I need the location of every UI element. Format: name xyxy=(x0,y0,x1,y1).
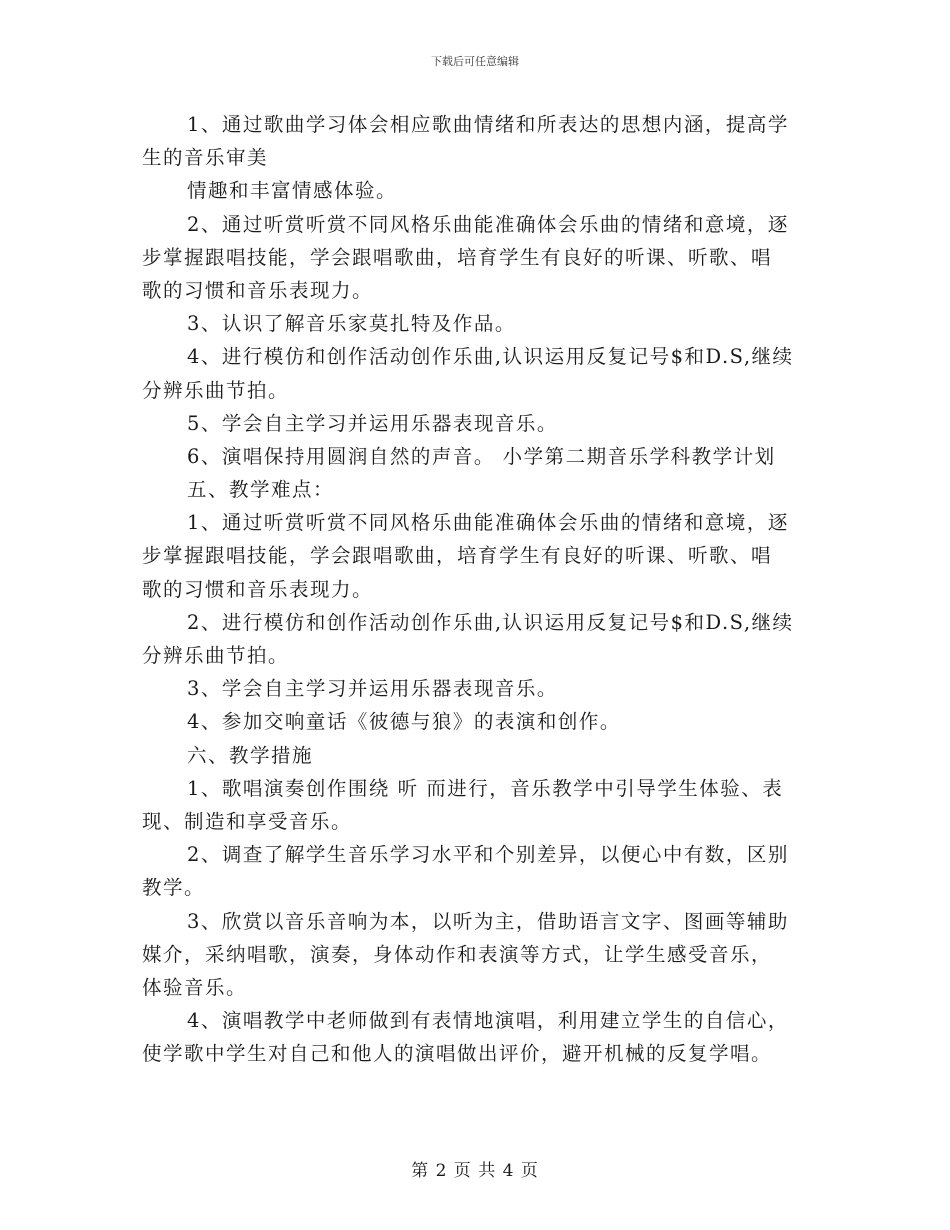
text-line: 现、制造和享受音乐。 xyxy=(142,809,353,833)
text-line: 五、教学难点： xyxy=(187,478,335,502)
document-body xyxy=(142,108,812,1070)
text-line: 教学。 xyxy=(142,876,206,900)
text-line: 六、教学措施 xyxy=(187,743,314,767)
text-line: 歌的习惯和音乐表现力。 xyxy=(142,577,374,601)
text-line: 步掌握跟唱技能，学会跟唱歌曲，培育学生有良好的听课、听歌、唱 xyxy=(142,245,773,269)
page-header: 下载后可任意编辑 xyxy=(431,55,519,68)
text-line: 4、参加交响童话《彼德与狼》的表演和创作。 xyxy=(187,710,621,734)
text-line: 2、通过听赏听赏不同风格乐曲能准确体会乐曲的情绪和意境，逐 xyxy=(187,212,789,236)
text-line: 体验音乐。 xyxy=(142,975,248,999)
text-line: 4、演唱教学中老师做到有表情地演唱，利用建立学生的自信心， xyxy=(187,1009,789,1033)
text-line: 2、调查了解学生音乐学习水平和个别差异，以便心中有数，区别 xyxy=(187,843,789,867)
text-line: 使学歌中学生对自己和他人的演唱做出评价，避开机械的反复学唱。 xyxy=(142,1042,773,1066)
text-line: 3、欣赏以音乐音响为本，以听为主，借助语言文字、图画等辅助 xyxy=(187,909,789,933)
text-line: 2、进行模仿和创作活动创作乐曲,认识运用反复记号$和D.S,继续 xyxy=(187,610,794,634)
text-line: 3、学会自主学习并运用乐器表现音乐。 xyxy=(187,677,558,701)
text-line: 分辨乐曲节拍。 xyxy=(142,378,290,402)
text-line: 媒介，采纳唱歌，演奏，身体动作和表演等方式，让学生感受音乐， xyxy=(142,942,773,966)
text-line: 1、歌唱演奏创作围绕 听 而进行，音乐教学中引导学生体验、表 xyxy=(187,776,784,800)
text-line: 1、通过听赏听赏不同风格乐曲能准确体会乐曲的情绪和意境，逐 xyxy=(187,511,789,535)
text-line: 生的音乐审美 xyxy=(142,146,269,170)
page-footer: 第 2 页 共 4 页 xyxy=(411,1161,539,1181)
text-line: 分辨乐曲节拍。 xyxy=(142,644,290,667)
text-line: 3、认识了解音乐家莫扎特及作品。 xyxy=(187,312,516,336)
text-line: 4、进行模仿和创作活动创作乐曲,认识运用反复记号$和D.S,继续 xyxy=(187,345,794,369)
text-line: 歌的习惯和音乐表现力。 xyxy=(142,278,374,302)
text-line: 1、通过歌曲学习体会相应歌曲情绪和所表达的思想内涵，提高学 xyxy=(187,113,789,136)
text-line: 步掌握跟唱技能，学会跟唱歌曲，培育学生有良好的听课、听歌、唱 xyxy=(142,544,773,568)
text-line: 5、学会自主学习并运用乐器表现音乐。 xyxy=(187,411,558,435)
text-line: 6、演唱保持用圆润自然的声音。 小学第二期音乐学科教学计划 xyxy=(187,444,776,468)
text-line: 情趣和丰富情感体验。 xyxy=(187,179,398,203)
